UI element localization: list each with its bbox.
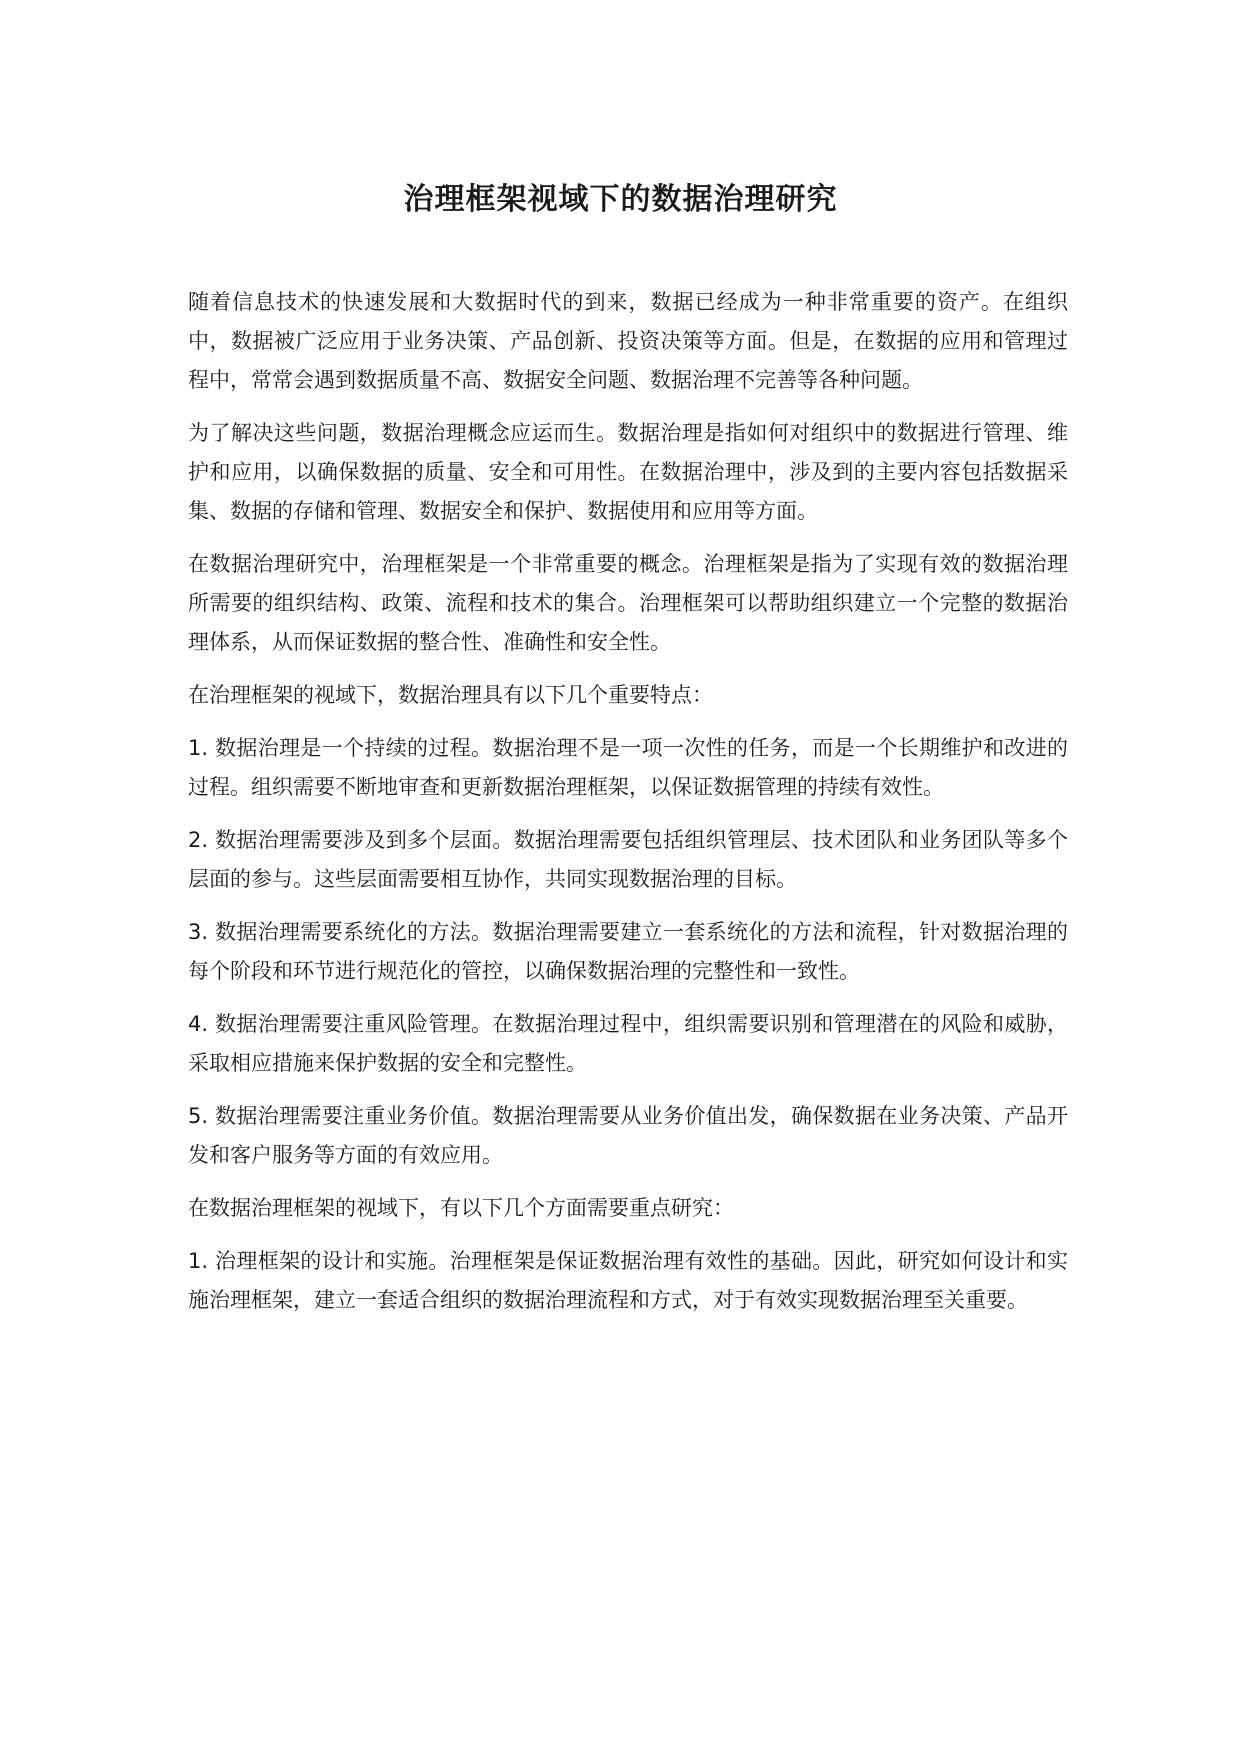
paragraph-governance-concept: 为了解决这些问题，数据治理概念应运而生。数据治理是指如何对组织中的数据进行管理、维护和应用，以确保数据的质量、安全和可用性。在数据治理中，涉及到的主要内容包括数据采集、数据的存储和管理、数据安全和保护、数据使用和应用等方面。 [188,421,1068,523]
paragraph-governance-framework: 在数据治理研究中，治理框架是一个非常重要的概念。治理框架是指为了实现有效的数据治理所需要的组织结构、政策、流程和技术的集合。治理框架可以帮助组织建立一个完整的数据治理体系，从而保证数据的整合性、准确性和安全性。 [188,552,1068,654]
list-item-feature-3: 3. 数据治理需要系统化的方法。数据治理需要建立一套系统化的方法和流程，针对数据治理的每个阶段和环节进行规范化的管控，以确保数据治理的完整性和一致性。 [188,920,1068,983]
list-item-feature-2: 2. 数据治理需要涉及到多个层面。数据治理需要包括组织管理层、技术团队和业务团队等多个层面的参与。这些层面需要相互协作，共同实现数据治理的目标。 [188,828,1068,891]
list-item-research-1: 1. 治理框架的设计和实施。治理框架是保证数据治理有效性的基础。因此，研究如何设计和实施治理框架，建立一套适合组织的数据治理流程和方式，对于有效实现数据治理至关重要。 [188,1249,1068,1312]
list-item-feature-1: 1. 数据治理是一个持续的过程。数据治理不是一项一次性的任务，而是一个长期维护和改进的过程。组织需要不断地审查和更新数据治理框架，以保证数据管理的持续有效性。 [188,736,1068,799]
paragraph-intro: 随着信息技术的快速发展和大数据时代的到来，数据已经成为一种非常重要的资产。在组织中，数据被广泛应用于业务决策、产品创新、投资决策等方面。但是，在数据的应用和管理过程中，常常会遇到数据质量不高、数据安全问题、数据治理不完善等各种问题。 [188,290,1068,392]
document-body [188,283,1068,1334]
list-item-feature-5: 5. 数据治理需要注重业务价值。数据治理需要从业务价值出发，确保数据在业务决策、产品开发和客户服务等方面的有效应用。 [188,1104,1068,1167]
paragraph-features-lead: 在治理框架的视域下，数据治理具有以下几个重要特点： [188,683,713,707]
list-item-feature-4: 4. 数据治理需要注重风险管理。在数据治理过程中，组织需要识别和管理潜在的风险和威胁，采取相应措施来保护数据的安全和完整性。 [188,1012,1068,1075]
paragraph-research-lead: 在数据治理框架的视域下，有以下几个方面需要重点研究： [188,1196,734,1220]
page-title: 治理框架视域下的数据治理研究 [403,182,838,217]
